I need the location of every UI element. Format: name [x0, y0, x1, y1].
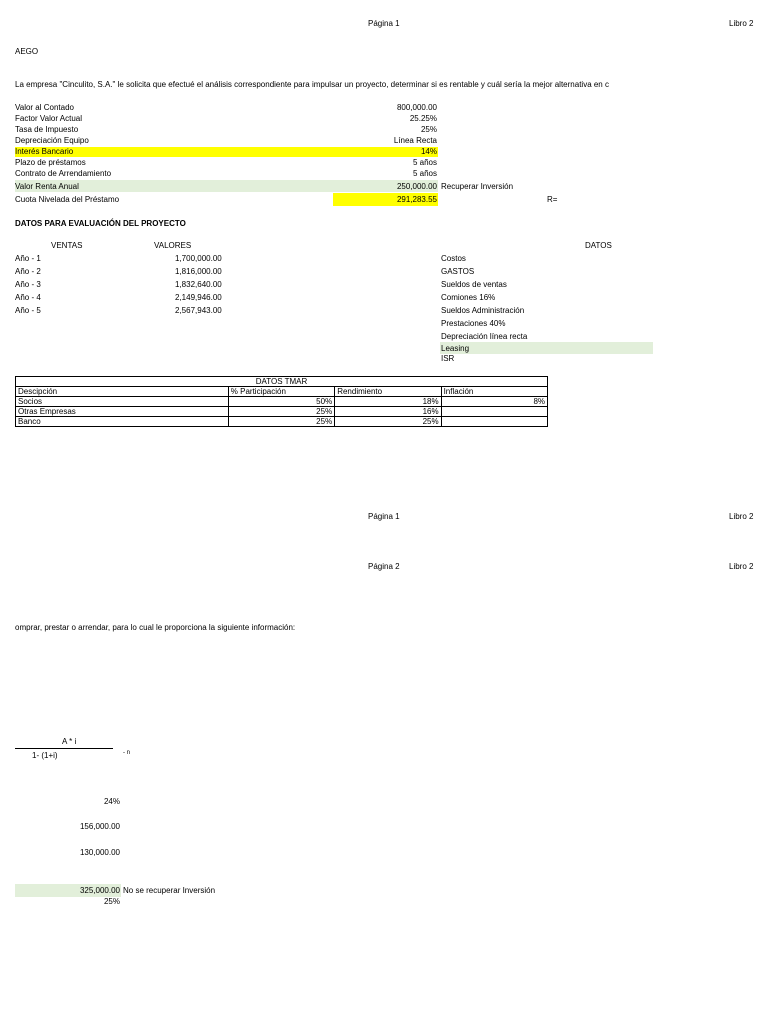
datos-item: Depreciación línea recta [441, 332, 528, 341]
book-name: Libro 2 [729, 562, 754, 571]
sales-value: 2,567,943.00 [175, 306, 222, 315]
page-number: Página 1 [368, 512, 400, 521]
table-cell: 25% [228, 417, 334, 427]
datos-item: Comiones 16% [441, 293, 496, 302]
table-row [16, 397, 548, 407]
param-note: Recuperar Inversión [441, 182, 514, 191]
formula-exponent: - n [123, 750, 131, 756]
param-label: Tasa de Impuesto [15, 125, 79, 134]
datos-item: Leasing [441, 344, 470, 353]
book-name: Libro 2 [729, 19, 754, 28]
table-cell [441, 417, 547, 427]
formula-denominator: 1- (1+i) [32, 751, 58, 760]
value-cell: 325,000.00 [79, 886, 120, 895]
page-number: Página 2 [368, 562, 400, 571]
param-value: 25% [420, 125, 437, 134]
value-cell: 130,000.00 [79, 848, 120, 857]
value-cell: 25% [103, 897, 120, 906]
table-cell: 16% [335, 407, 441, 417]
sales-header-ventas: VENTAS [51, 241, 83, 250]
document-title: AEGO [15, 47, 39, 56]
value-cell: 24% [103, 797, 120, 806]
sales-year: Año - 5 [15, 306, 41, 315]
table-header: % Participación [228, 387, 334, 397]
param-label: Depreciación Equipo [15, 136, 89, 145]
param-value: 800,000.00 [396, 103, 437, 112]
datos-item: Sueldos Administración [441, 306, 525, 315]
param-label: Plazo de préstamos [15, 158, 86, 167]
sales-header-valores: VALORES [154, 241, 192, 250]
section-title: DATOS PARA EVALUACIÓN DEL PROYECTO [15, 219, 186, 228]
param-value: Línea Recta [393, 136, 437, 145]
table-header: Rendimiento [335, 387, 441, 397]
value-cell: 156,000.00 [79, 822, 120, 831]
highlight-row [440, 342, 653, 354]
page-number: Página 1 [368, 19, 400, 28]
sales-value: 1,700,000.00 [175, 254, 222, 263]
sales-year: Año - 2 [15, 267, 41, 276]
param-label: Valor Renta Anual [15, 182, 79, 191]
datos-item: Sueldos de ventas [441, 280, 507, 289]
continuation-text: omprar, prestar o arrendar, para lo cual le proporciona la siguiente información: [15, 623, 296, 632]
table-row [16, 417, 548, 427]
book-name: Libro 2 [729, 512, 754, 521]
tmar-title: DATOS TMAR [16, 377, 548, 387]
table-cell: 50% [228, 397, 334, 407]
tmar-table [15, 376, 548, 427]
sales-value: 1,816,000.00 [175, 267, 222, 276]
datos-item: Prestaciones 40% [441, 319, 506, 328]
table-cell: 25% [228, 407, 334, 417]
fraction-line [15, 748, 113, 749]
param-value: 14% [420, 147, 437, 156]
param-value: 5 años [412, 158, 437, 167]
table-header: Inflación [441, 387, 547, 397]
table-cell: Otras Empresas [16, 407, 229, 417]
table-header: Descipción [16, 387, 229, 397]
param-label: Interés Bancario [15, 147, 74, 156]
datos-header: DATOS [585, 241, 612, 250]
sales-value: 2,149,946.00 [175, 293, 222, 302]
param-label: Factor Valor Actual [15, 114, 82, 123]
sales-year: Año - 3 [15, 280, 41, 289]
param-value: 25.25% [409, 114, 437, 123]
sales-value: 1,832,640.00 [175, 280, 222, 289]
param-label: Contrato de Arrendamiento [15, 169, 112, 178]
sales-year: Año - 1 [15, 254, 41, 263]
param-label: Valor al Contado [15, 103, 74, 112]
datos-item: ISR [441, 354, 455, 363]
table-row [16, 377, 548, 387]
table-row [16, 407, 548, 417]
table-cell: 25% [335, 417, 441, 427]
table-cell: Socios [16, 397, 229, 407]
param-value: 291,283.55 [396, 195, 437, 204]
table-row [16, 387, 548, 397]
param-value: 250,000.00 [396, 182, 437, 191]
datos-item: GASTOS [441, 267, 475, 276]
param-extra: R= [547, 195, 558, 204]
table-cell: 18% [335, 397, 441, 407]
value-note: No se recuperar Inversión [123, 886, 216, 895]
formula-numerator: A * i [62, 737, 77, 746]
param-label: Cuota Nivelada del Préstamo [15, 195, 120, 204]
table-cell [441, 407, 547, 417]
table-cell: Banco [16, 417, 229, 427]
sales-year: Año - 4 [15, 293, 41, 302]
intro-text: La empresa "Cinculito, S.A." le solicita que efectué el análisis correspondiente para impulsar un proyecto, determinar si es rentable y cuál sería la mejor alternativa en c [15, 80, 609, 89]
param-value: 5 años [412, 169, 437, 178]
table-cell: 8% [441, 397, 547, 407]
datos-item: Costos [441, 254, 466, 263]
